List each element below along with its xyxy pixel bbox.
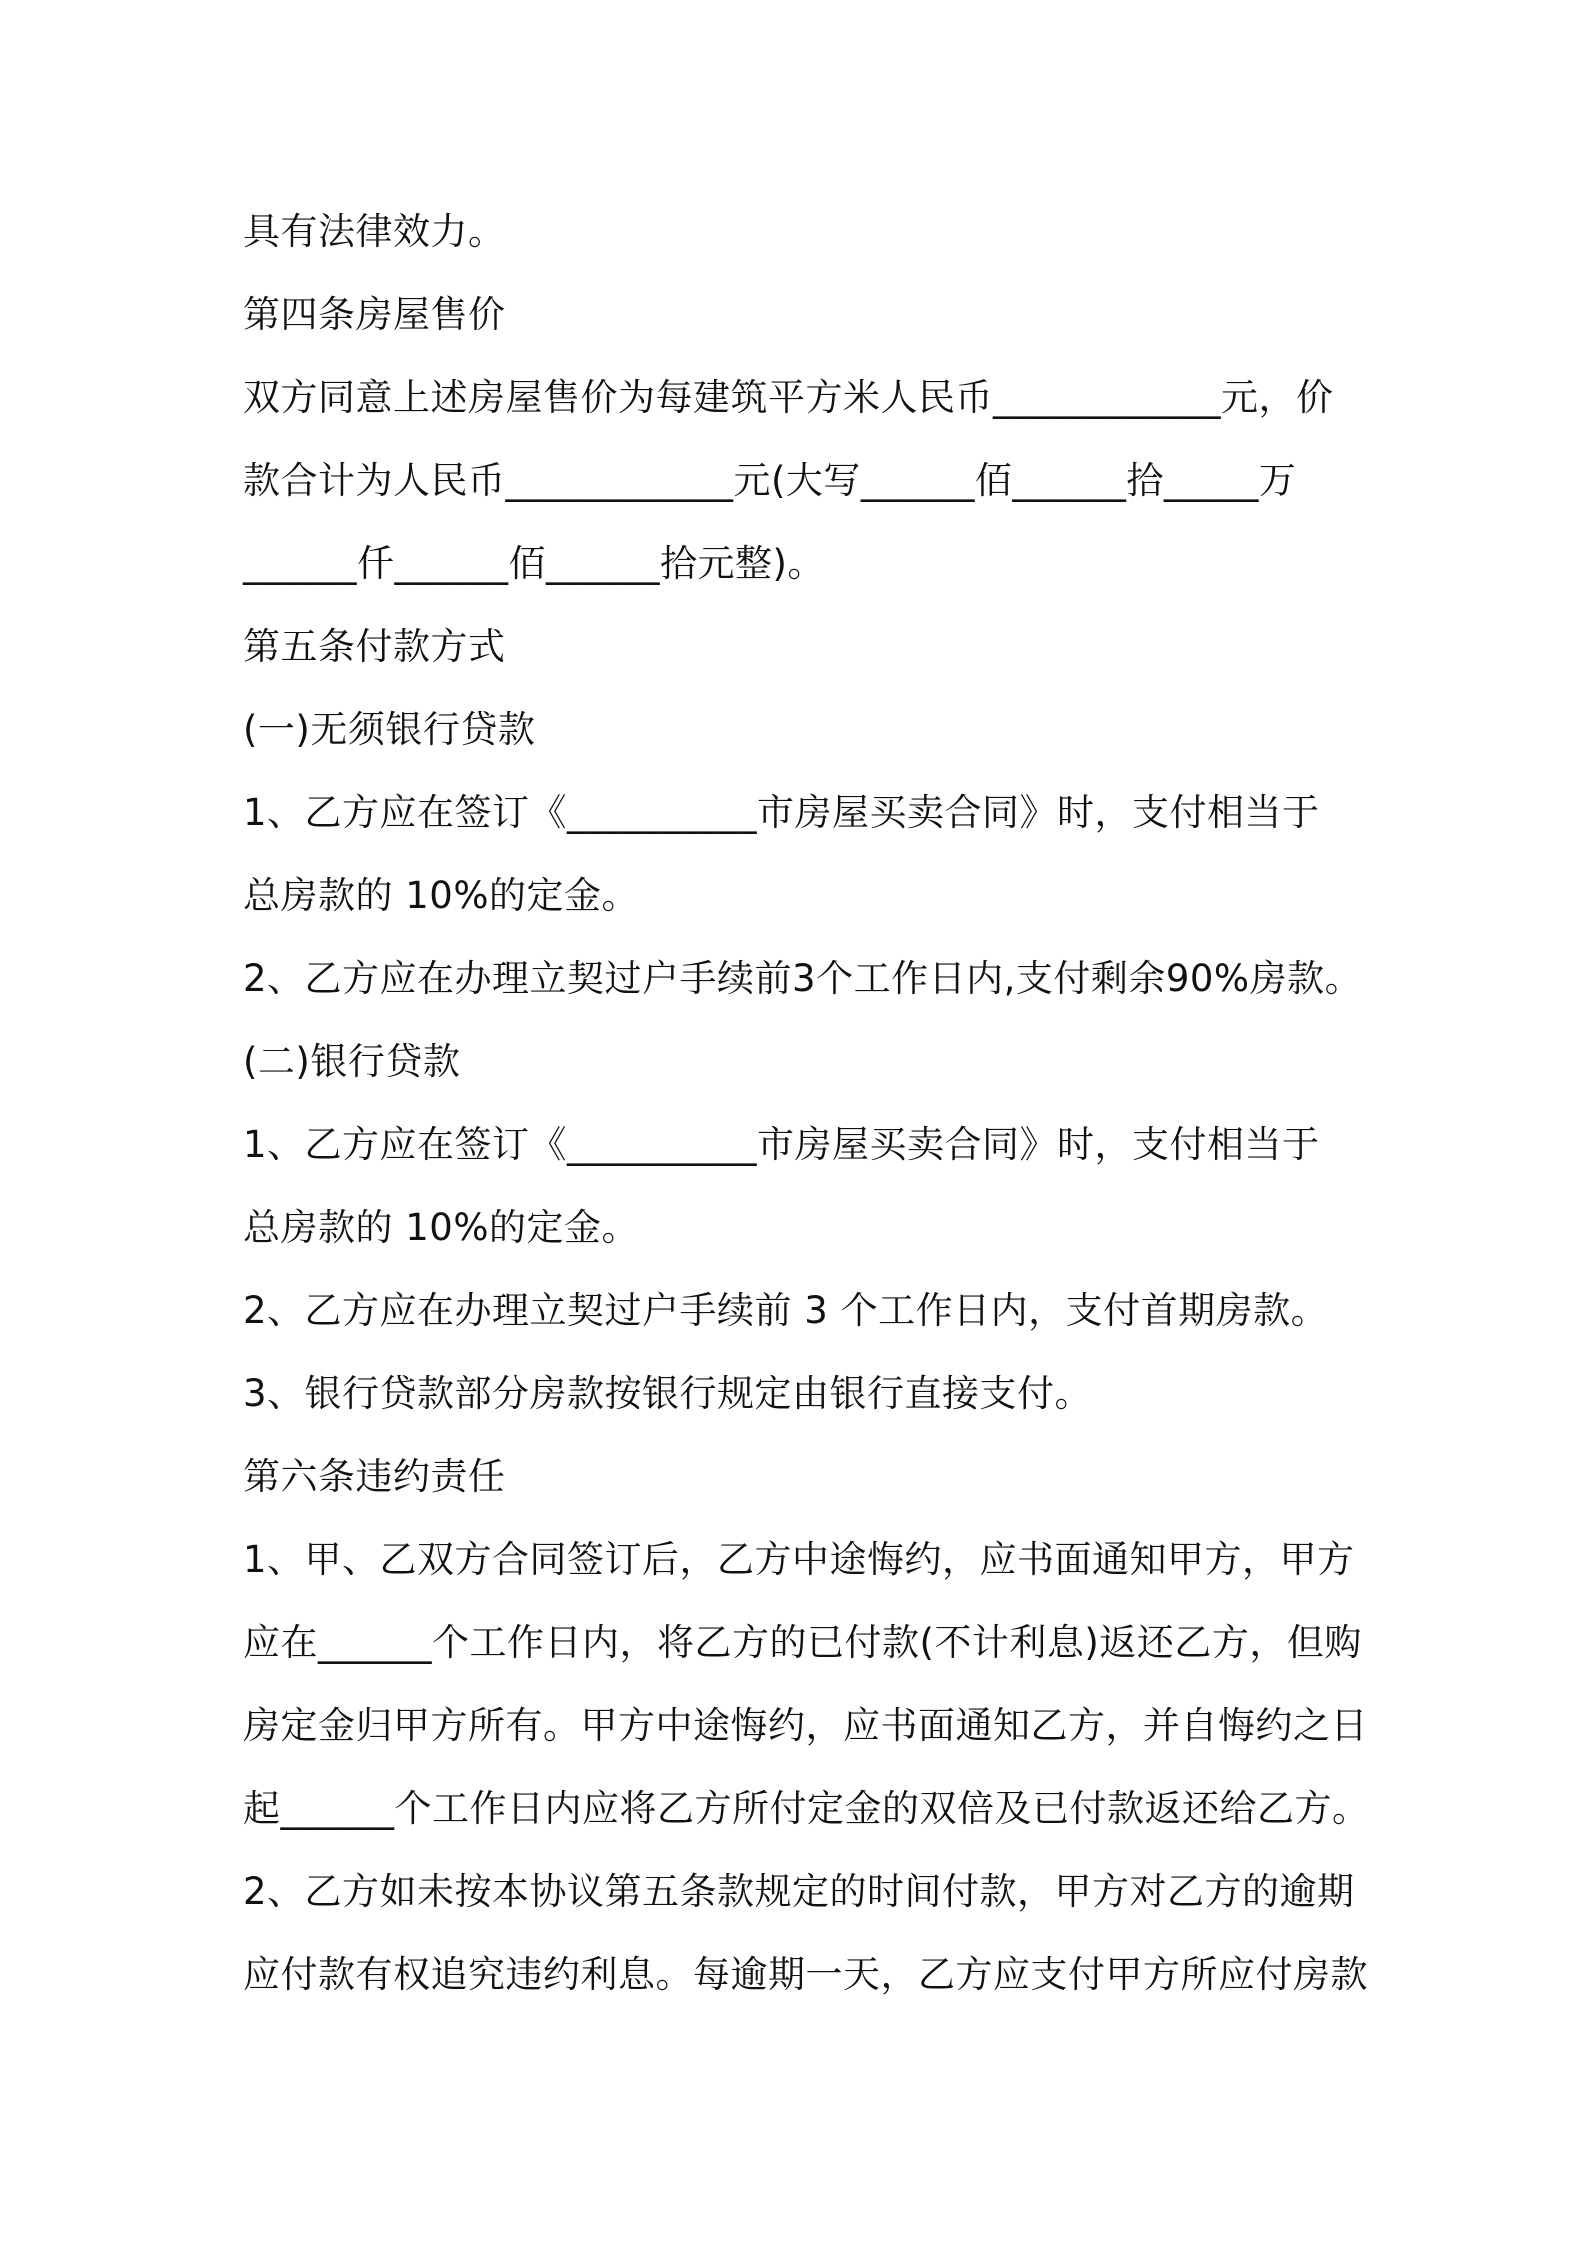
text-line: 应在______个工作日内，将乙方的已付款(不计利息)返还乙方，但购 xyxy=(243,1621,1362,1664)
text-line: 起______个工作日内应将乙方所付定金的双倍及已付款返还给乙方。 xyxy=(243,1787,1370,1830)
text-line: ______仟______佰______拾元整)。 xyxy=(243,542,825,585)
text-line: 1、乙方应在签订《__________市房屋买卖合同》时，支付相当于 xyxy=(243,1123,1320,1166)
text-line: 具有法律效力。 xyxy=(243,210,506,253)
section-heading-article-4: 第四条房屋售价 xyxy=(243,293,506,336)
text-line: 应付款有权追究违约利息。每逾期一天，乙方应支付甲方所应付房款 xyxy=(243,1953,1368,1996)
text-line: 款合计为人民币____________元(大写______佰______拾_____万 xyxy=(243,459,1297,502)
text-line: 2、乙方如未按本协议第五条款规定的时间付款，甲方对乙方的逾期 xyxy=(243,1870,1355,1913)
section-heading-article-5: 第五条付款方式 xyxy=(243,625,506,668)
text-line: 2、乙方应在办理立契过户手续前 3 个工作日内，支付首期房款。 xyxy=(243,1289,1329,1332)
text-line: 房定金归甲方所有。甲方中途悔约，应书面通知乙方，并自悔约之日 xyxy=(243,1704,1368,1747)
subsection-heading-bank-loan: (二)银行贷款 xyxy=(243,1040,461,1083)
text-line: 总房款的 10%的定金。 xyxy=(243,1206,639,1249)
text-line: 1、乙方应在签订《__________市房屋买卖合同》时，支付相当于 xyxy=(243,791,1320,834)
text-line: 总房款的 10%的定金。 xyxy=(243,874,639,917)
text-line: 1、甲、乙双方合同签订后，乙方中途悔约，应书面通知甲方，甲方 xyxy=(243,1538,1355,1581)
document-body xyxy=(243,190,1370,2016)
text-line: 3、银行贷款部分房款按银行规定由银行直接支付。 xyxy=(243,1372,1093,1415)
section-heading-article-6: 第六条违约责任 xyxy=(243,1455,506,1498)
text-line: 双方同意上述房屋售价为每建筑平方米人民币____________元，价 xyxy=(243,376,1334,419)
subsection-heading-no-loan: (一)无须银行贷款 xyxy=(243,708,536,751)
text-line: 2、乙方应在办理立契过户手续前3个工作日内,支付剩余90%房款。 xyxy=(243,957,1363,1000)
